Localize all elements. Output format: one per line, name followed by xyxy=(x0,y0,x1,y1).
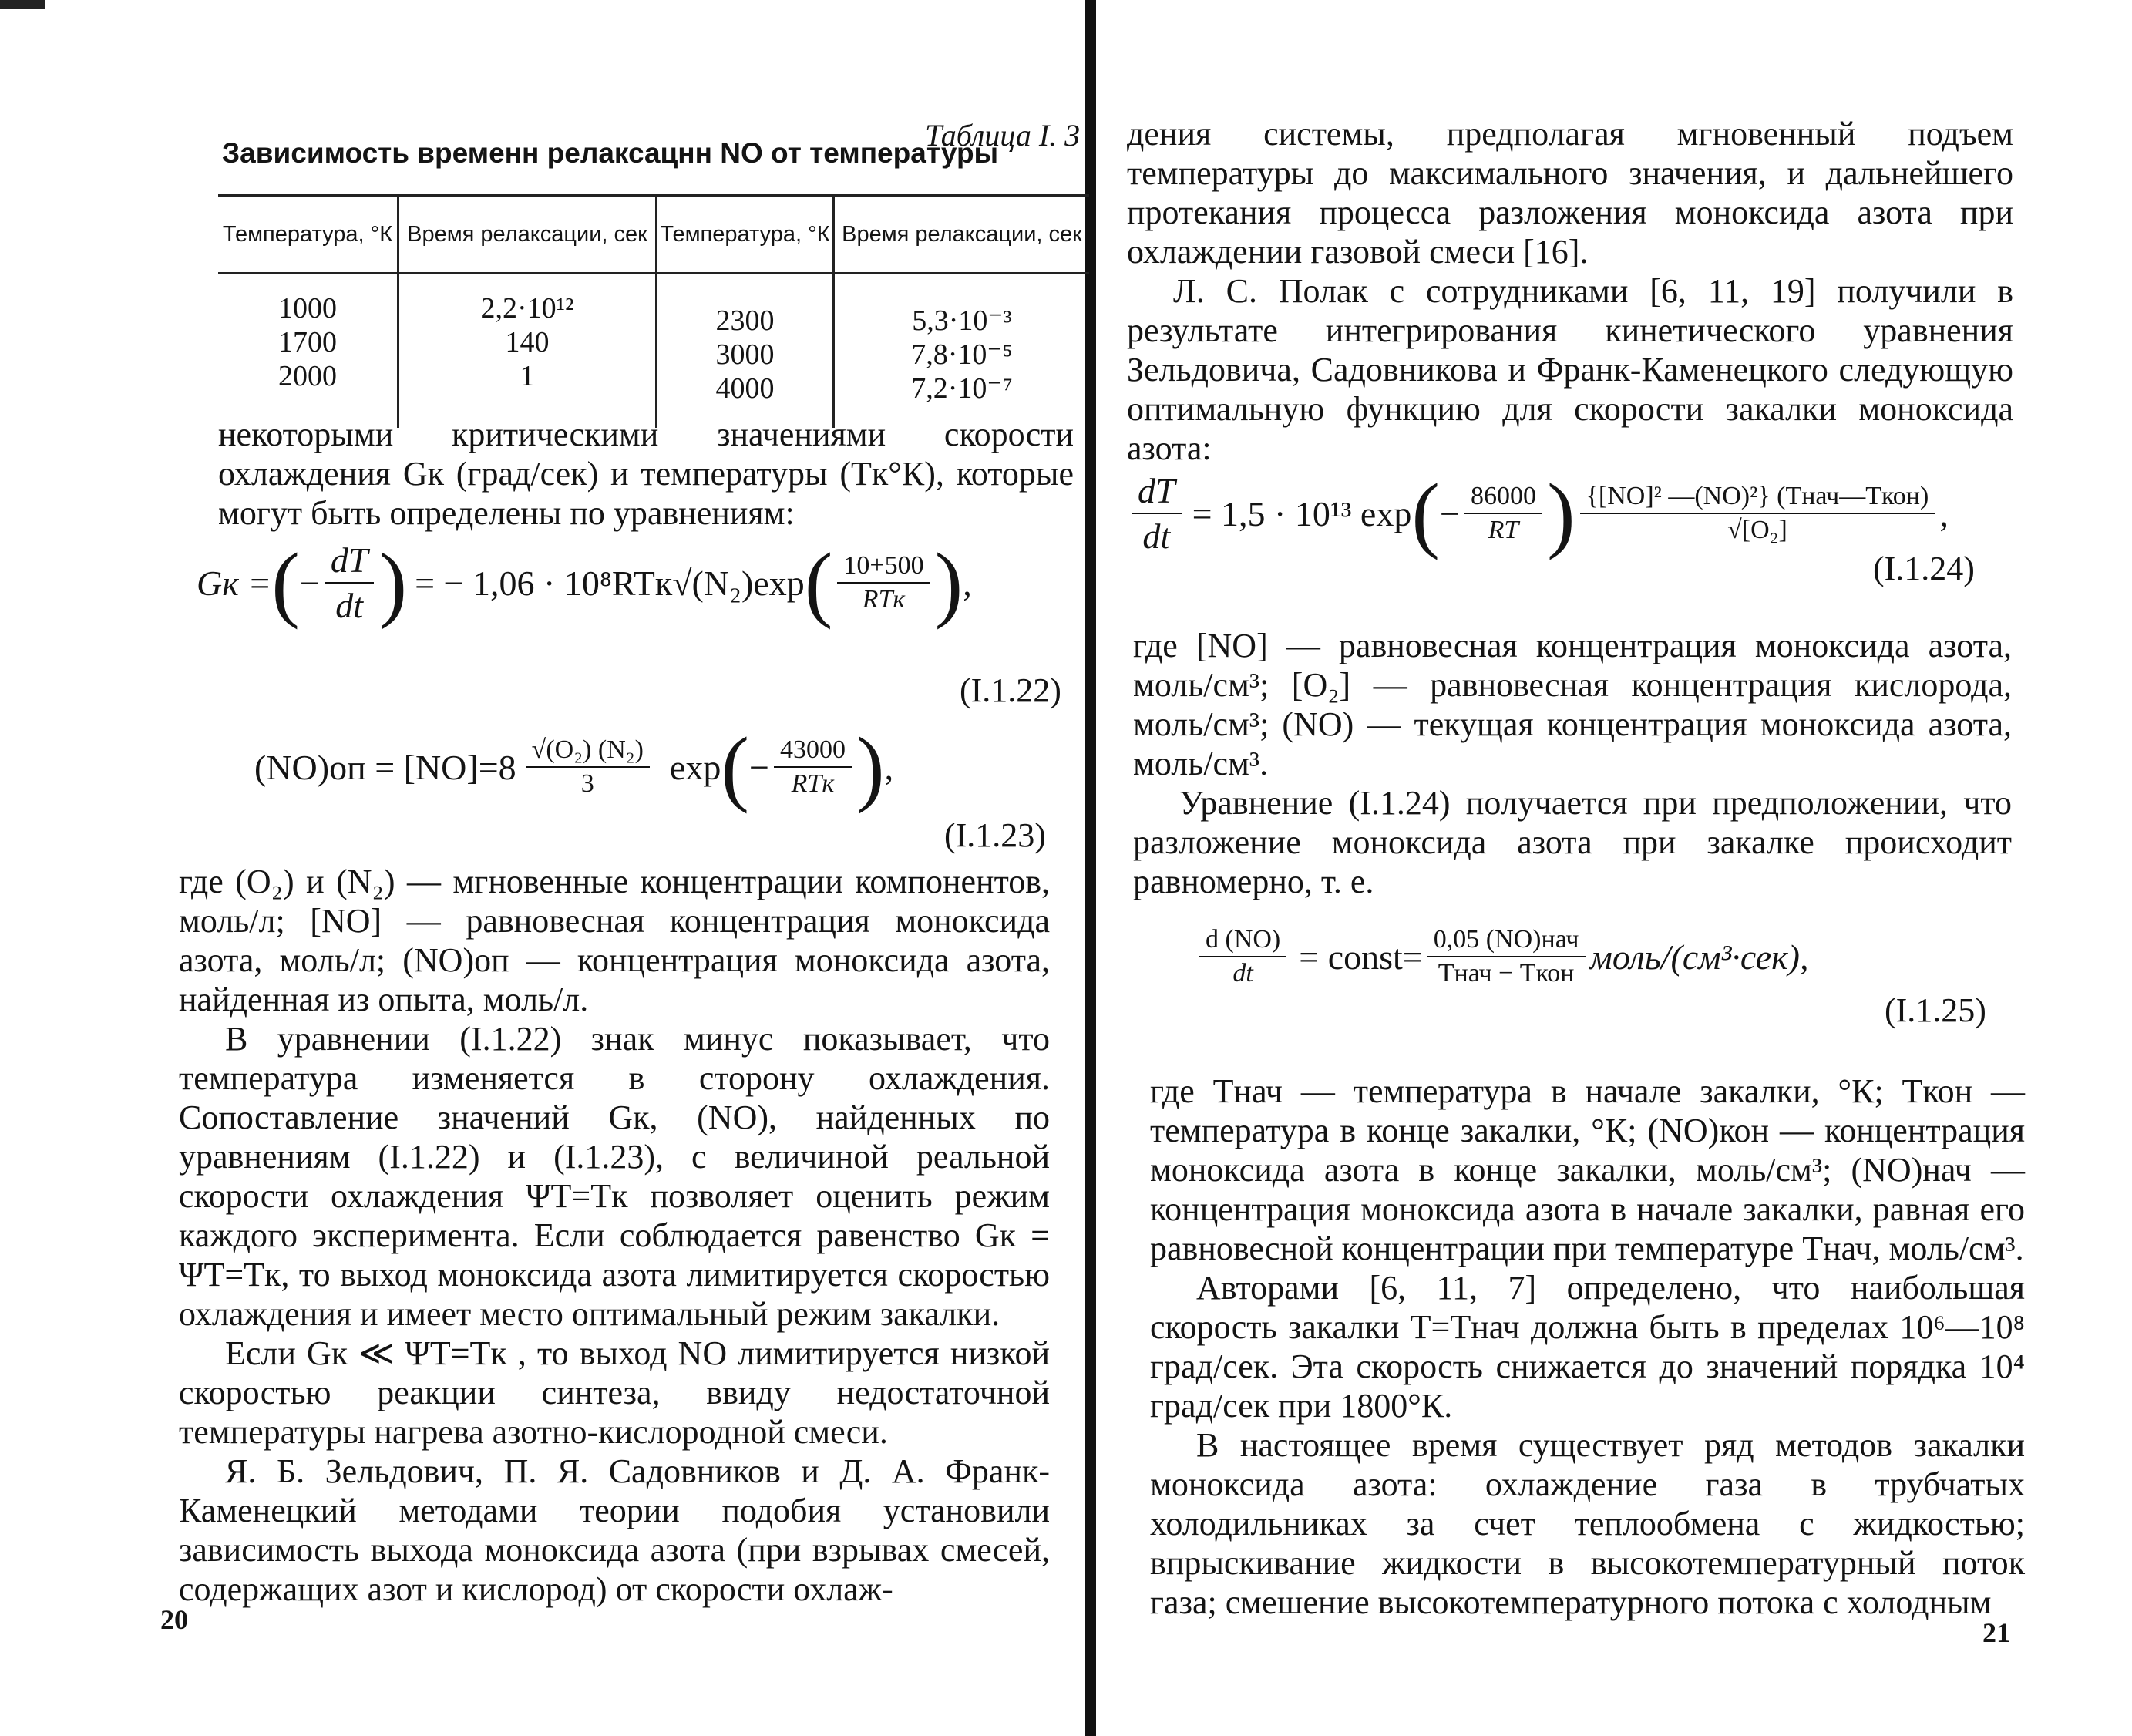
paragraph: Авторами [6, 11, 7] определено, что наибольшая скорость закалки T=Tнач должна быть в пределах 10⁶—10⁸ град/сек. Эта скорость снижается до значений порядка 10⁴ град/сек при 1800°К. xyxy=(1150,1269,2025,1425)
right-top-block xyxy=(1127,114,2013,468)
equation-number: (I.1.25) xyxy=(1885,991,1986,1029)
table-header: Температура, °К xyxy=(657,196,834,274)
equation-1-1-23: (NO)оп = [NO]=8 $\frac{\text{√(O₂) (N₂)}}{3}$ exp ( − $\frac{43000}{\text{RTк}}$ ) , xyxy=(254,720,894,814)
right-page xyxy=(1110,0,2132,1736)
equation-number: (I.1.23) xyxy=(944,816,1046,854)
right-mid-block xyxy=(1133,626,2012,901)
paragraph: где [NO] — равновесная концентрация моноксида азота, моль/см³; [O₂] — равновесная концентрация кислорода, моль/см³; (NO) — текущая концентрация моноксида азота, моль/см³. xyxy=(1133,627,2012,782)
table-cell: 5,3·10⁻³ 7,8·10⁻⁵ 7,2·10⁻⁷ xyxy=(834,274,1090,429)
paragraph: где (O₂) и (N₂) — мгновенные концентрации компонентов, моль/л; [NO] — равновесная концентрация моноксида азота, моль/л; (NO)оп — концентрация моноксида азота, найденная из опыта, моль/л. xyxy=(179,863,1050,1018)
paragraph: Уравнение (I.1.24) получается при предположении, что разложение моноксида азота при закалке происходит равномерно, т. е. xyxy=(1133,784,2012,900)
paragraph: Я. Б. Зельдович, П. Я. Садовников и Д. А. Франк-Каменецкий методами теории подобия установили зависимость выхода моноксида азота (при взрывах смесей, содержащих азот и кислород) от скорости охлаж- xyxy=(179,1452,1050,1608)
equation-1-1-24: $\frac{dT}{dt}$ = 1,5 · 10¹³ exp ( − $\frac{86000}{RT}$ ) $\frac{\text{\{[NO]² —(NO)²\} (Tнач—Tкон)}}{\text{√[O₂]}}$ , xyxy=(1127,470,1949,557)
table-title: Зависимость временн релаксацнн NO от температуры xyxy=(222,137,999,169)
paragraph: дения системы, предполагая мгновенный подъем температуры до максимального значения, и дальнейшего протекания процесса разложения моноксида азота при охлаждении газовой смеси [16]. xyxy=(1127,115,2013,271)
equation-number: (I.1.22) xyxy=(960,671,1061,709)
table-cell: 1000 1700 2000 xyxy=(278,292,337,392)
relaxation-table xyxy=(218,194,1089,428)
paragraph: Если Gк ≪ ΨT=Tк , то выход NO лимитируется низкой скоростью реакции синтеза, ввиду недостаточной температуры нагрева азотно-кислородной смеси. xyxy=(179,1334,1050,1451)
right-bottom-block xyxy=(1150,1072,2025,1622)
paragraph: Л. С. Полак с сотрудниками [6, 11, 19] получили в результате интегрирования кинетического уравнения Зельдовича, Садовникова и Франк-Каменецкого следующую оптимальную функцию для скорости закалки моноксида азота: xyxy=(1127,272,2013,467)
table-header: Температура, °К xyxy=(218,196,398,274)
page-number: 21 xyxy=(1982,1617,2010,1648)
equation-1-1-22: Gк = ( − $\frac{dT}{dt}$ ) = − 1,06 · 10⁸RTк√(N₂)exp ( $\frac{10+500}{\text{RTк}}$ ) , xyxy=(197,536,972,630)
table-header: Время релаксации, сек xyxy=(398,196,657,274)
page-number: 20 xyxy=(160,1604,188,1635)
equation-number: (I.1.24) xyxy=(1873,550,1975,587)
paragraph: где Tнач — температура в начале закалки, °К; Tкон — температура в конце закалки, °К; (NO)кон — концентрация моноксида азота в конце закалки, моль/см³; (NO)нач — концентрация моноксида азота в начале закалки, равная его равновесной концентрации при температуре Tнач, моль/см³. xyxy=(1150,1072,2025,1267)
equation-1-1-25: $\frac{d (NO)}{dt}$ = const= $\frac{\text{0,05 (NO)нач}}{\text{Tнач − Tкон}}$ моль/(см³·сек), xyxy=(1195,925,1808,988)
table-caption: Таблица I. 3 xyxy=(925,118,1081,153)
paragraph: В настоящее время существует ряд методов закалки моноксида азота: охлаждение газа в трубчатых холодильниках за счет теплообмена с жидкостью; впрыскивание жидкости в высокотемпературный поток газа; смешение высокотемпературного потока с холодным xyxy=(1150,1426,2025,1621)
paragraph: В уравнении (I.1.22) знак минус показывает, что температура изменяется в сторону охлаждения. Сопоставление значений Gк, (NO), найденных по уравнениям (I.1.22) и (I.1.23), с величиной реальной скорости охлаждения ΨT=Tк позволяет оценить режим каждого эксперимента. Если соблюдается равенство Gк = ΨT=Tк, то выход моноксида азота лимитируется скоростью охлаждения и имеет место оптимальный режим закалки. xyxy=(179,1020,1050,1333)
paragraph: некоторыми критическими значениями скорости охлаждения Gк (град/сек) и температуры (Tк°К), которые могут быть определены по уравнениям: xyxy=(218,415,1074,532)
table-cell: 2300 3000 4000 xyxy=(657,274,834,429)
table-header: Время релаксации, сек xyxy=(834,196,1090,274)
table-cell: 2,2·10¹² 140 1 xyxy=(398,274,657,429)
left-text-block xyxy=(179,862,1050,1609)
